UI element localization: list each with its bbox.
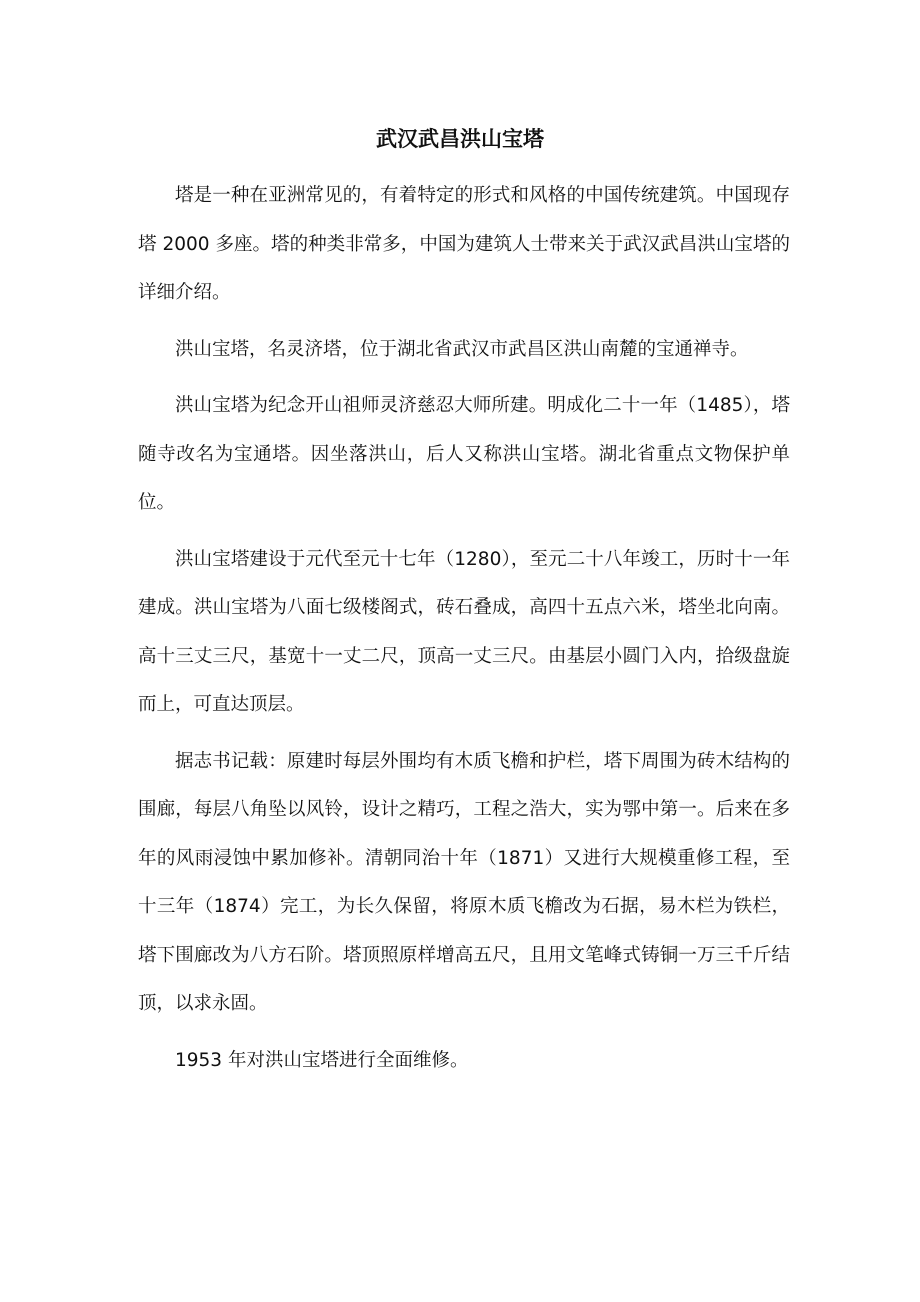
paragraph-origin: 洪山宝塔为纪念开山祖师灵济慈忍大师所建。明成化二十一年（1485），塔随寺改名为宝通塔。因坐落洪山，后人又称洪山宝塔。湖北省重点文物保护单位。 [138,395,790,513]
paragraph-records: 据志书记载：原建时每层外围均有木质飞檐和护栏，塔下周围为砖木结构的围廊，每层八角坠以风铃，设计之精巧，工程之浩大，实为鄂中第一。后来在多年的风雨浸蚀中累加修补。清朝同治十年（1871）又进行大规模重修工程，至十三年（1874）完工，为长久保留，将原木质飞檐改为石据，易木栏为铁栏，塔下围廊改为八方石阶。塔顶照原样增高五尺，且用文笔峰式铸铜一万三千斤结顶，以求永固。 [138,750,790,1014]
paragraph-construction: 洪山宝塔建设于元代至元十七年（1280），至元二十八年竣工，历时十一年建成。洪山宝塔为八面七级楼阁式，砖石叠成，高四十五点六米，塔坐北向南。高十三丈三尺，基宽十一丈二尺，顶高一丈三尺。由基层小圆门入内，拾级盘旋而上，可直达顶层。 [138,548,790,715]
paragraph-maintenance: 1953 年对洪山宝塔进行全面维修。 [175,1049,469,1071]
paragraph-location: 洪山宝塔，名灵济塔，位于湖北省武汉市武昌区洪山南麓的宝通禅寺。 [175,338,749,360]
paragraph-intro: 塔是一种在亚洲常见的，有着特定的形式和风格的中国传统建筑。中国现存塔 2000 多座。塔的种类非常多，中国为建筑人士带来关于武汉武昌洪山宝塔的详细介绍。 [138,185,790,303]
document-body [138,172,790,1093]
page-title: 武汉武昌洪山宝塔 [376,127,544,151]
